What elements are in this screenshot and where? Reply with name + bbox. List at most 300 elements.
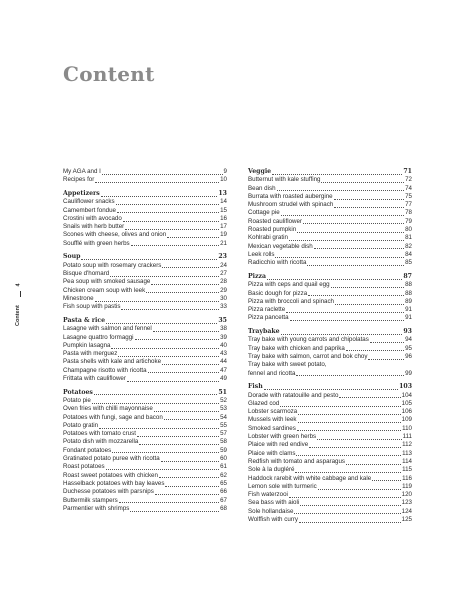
toc-entry (63, 455, 227, 463)
entry-page-number: 28 (220, 278, 227, 286)
dot-leader (370, 342, 404, 343)
toc-section (248, 168, 412, 268)
entry-title: Sole à la dugléré (248, 466, 295, 474)
dot-leader (106, 469, 219, 470)
entry-title: Tray bake with sweet potato, (248, 361, 327, 369)
entry-title: Minestrone (63, 294, 94, 302)
entry-title: Hasselback potatoes with bay leaves (63, 479, 165, 487)
toc-section (63, 253, 227, 311)
entry-page-number: 43 (220, 350, 227, 358)
entry-page-number: 124 (401, 507, 412, 515)
dot-leader (307, 265, 404, 266)
page-title: Content (63, 62, 155, 86)
entry-title: Camembert fondue (63, 206, 116, 214)
toc-left-column (63, 168, 227, 519)
toc-section (248, 383, 412, 524)
dot-leader (289, 240, 404, 241)
dot-leader (153, 331, 219, 332)
dot-leader (321, 182, 404, 183)
dot-leader (148, 372, 220, 373)
toc-entry (63, 168, 227, 176)
dot-leader (159, 477, 219, 478)
toc-entry (248, 416, 412, 424)
dot-leader (303, 223, 404, 224)
entry-title: Plaice with clams (248, 449, 296, 457)
entry-page-number: 75 (405, 192, 412, 200)
entry-title: Kohlrabi gratin (248, 234, 288, 242)
entry-page-number: 49 (220, 375, 227, 382)
toc-entry (248, 361, 412, 369)
entry-title: Roast sweet potatoes with chicken (63, 471, 158, 479)
dot-leader (296, 455, 401, 456)
toc-entry (63, 215, 227, 223)
toc-entry (248, 193, 412, 201)
entry-page-number: 113 (402, 449, 412, 457)
entry-title: Pizza with ceps and quail egg (248, 281, 330, 289)
entry-title: Parmentier with shrimps (63, 504, 130, 512)
running-head-label: Content (15, 305, 21, 326)
dot-leader (272, 174, 402, 175)
entry-page-number: 66 (220, 488, 227, 496)
toc-section-heading (63, 389, 227, 397)
entry-page-number: 105 (401, 399, 412, 407)
entry-title: Fondant potatoes (63, 446, 112, 454)
section-page-number: 71 (403, 168, 412, 175)
toc-entry (248, 290, 412, 298)
entry-title: Roast potatoes (63, 463, 105, 471)
entry-title: Oven fries with chilli mayonnaise (63, 405, 153, 413)
dot-leader (297, 430, 401, 431)
toc-entry (63, 405, 227, 413)
toc-section-heading (63, 317, 227, 325)
toc-entry (63, 350, 227, 358)
entry-page-number: 65 (220, 479, 227, 487)
toc-entry (63, 497, 227, 505)
toc-entry (248, 475, 412, 483)
dot-leader (161, 461, 219, 462)
toc-entry (63, 176, 227, 184)
dot-leader (165, 486, 219, 487)
toc-entry (248, 226, 412, 234)
entry-title: Bisque d'homard (63, 270, 110, 278)
entry-title: Lasagne quattro formaggi (63, 333, 134, 341)
dot-leader (267, 279, 402, 280)
entry-page-number: 38 (220, 325, 227, 333)
entry-title: Gratinated potato puree with ricotta (63, 455, 160, 463)
dot-leader (127, 381, 219, 382)
entry-page-number: 40 (220, 341, 227, 349)
dot-leader (99, 428, 219, 429)
section-title: Traybake (248, 328, 280, 336)
entry-title: Duchesse potatoes with parsnips (63, 488, 154, 496)
entry-title: Radicchio with ricotta (248, 259, 307, 267)
toc-entry (63, 472, 227, 480)
entry-page-number: 55 (220, 421, 227, 429)
toc-section (248, 328, 412, 378)
toc-section (63, 389, 227, 513)
entry-title: Leek rolls (248, 250, 275, 258)
entry-page-number: 17 (220, 223, 227, 231)
toc-entry (63, 414, 227, 422)
entry-page-number: 106 (401, 408, 412, 416)
entry-title: Redfish with tomato and asparagus (248, 457, 345, 465)
entry-title: Mushroom strudel with spinach (248, 201, 334, 209)
entry-page-number: 91 (405, 306, 412, 314)
dot-leader (275, 257, 404, 258)
entry-title: Mussels with leek (248, 416, 297, 424)
toc-entry (63, 430, 227, 438)
entry-title: Lasagne with salmon and fennel (63, 325, 152, 333)
toc-section-heading (248, 328, 412, 336)
dot-leader (346, 350, 404, 351)
entry-page-number: 54 (220, 413, 227, 421)
entry-page-number: 53 (220, 405, 227, 413)
entry-title: Bean dish (248, 184, 276, 192)
entry-title: Tray bake with chicken and paprika (248, 344, 345, 352)
dot-leader (335, 304, 404, 305)
toc-entry (248, 185, 412, 193)
section-title: Soup (63, 253, 81, 261)
toc-section-heading (63, 190, 227, 198)
toc-entry (248, 508, 412, 516)
dot-leader (116, 204, 220, 205)
entry-title: Pizza pancetta (248, 314, 289, 322)
dot-leader (155, 494, 219, 495)
toc-entry (248, 466, 412, 474)
entry-page-number: 89 (405, 297, 412, 305)
dot-leader (164, 419, 219, 420)
toc-right-column (248, 168, 412, 530)
entry-page-number: 84 (405, 250, 412, 258)
entry-page-number: 80 (405, 226, 412, 234)
dot-leader (81, 259, 217, 260)
dot-leader (112, 452, 219, 453)
entry-title: Sole hollandaise (248, 507, 294, 515)
toc-entry (248, 336, 412, 344)
entry-page-number: 78 (405, 209, 412, 217)
toc-entry (248, 314, 412, 322)
toc-entry (248, 458, 412, 466)
entry-page-number: 111 (402, 433, 412, 441)
dot-leader (146, 292, 219, 293)
section-page-number: 93 (403, 328, 412, 336)
page-number: 4 (15, 283, 22, 287)
entry-title: Fish soup with pastis (63, 303, 121, 311)
entry-page-number: 57 (220, 430, 227, 438)
toc-entry (248, 259, 412, 267)
entry-page-number: 104 (401, 391, 412, 399)
entry-title: Dorade with ratatouille and pesto (248, 391, 339, 399)
toc-entry (248, 441, 412, 449)
toc-section-heading (63, 253, 227, 261)
dot-leader (318, 489, 401, 490)
toc-entry (63, 480, 227, 488)
toc-entry (63, 358, 227, 366)
entry-page-number: 85 (405, 259, 412, 267)
toc-entry (248, 218, 412, 226)
entry-title: Wolffish with curry (248, 516, 298, 524)
entry-title: Lemon sole with turmeric (248, 482, 317, 490)
entry-title: Potato dish with mozzarella (63, 438, 139, 446)
dot-leader (309, 447, 401, 448)
entry-page-number: 109 (401, 416, 412, 424)
entry-title: Mexican vegetable dish (248, 242, 313, 250)
section-title: Pasta & rice (63, 316, 106, 324)
toc-entry (248, 251, 412, 259)
entry-page-number: 27 (220, 270, 227, 278)
entry-title: Chicken cream soup with leek (63, 286, 146, 294)
entry-page-number: 79 (405, 217, 412, 225)
entry-title: Frittata with cauliflower (63, 375, 126, 382)
dot-leader (101, 196, 218, 197)
dot-leader (125, 229, 219, 230)
dot-leader (110, 276, 219, 277)
dot-leader (286, 312, 404, 313)
dot-leader (137, 436, 219, 437)
dot-leader (368, 359, 404, 360)
toc-entry (63, 207, 227, 215)
toc-section (63, 190, 227, 248)
dot-leader (167, 237, 219, 238)
entry-page-number: 94 (405, 336, 412, 344)
entry-page-number: 14 (220, 198, 227, 206)
dot-leader (151, 284, 219, 285)
entry-page-number: 91 (405, 314, 412, 322)
section-title: Potatoes (63, 388, 93, 396)
toc-entry (63, 231, 227, 239)
entry-page-number: 77 (405, 201, 412, 209)
section-page-number: 35 (218, 316, 227, 324)
entry-title: Pizza with broccoli and spinach (248, 297, 334, 305)
dot-leader (121, 309, 219, 310)
entry-page-number: 119 (402, 482, 412, 490)
entry-page-number: 62 (220, 471, 227, 479)
entry-page-number: 96 (405, 353, 412, 361)
entry-title: Soufflé with green herbs (63, 239, 130, 247)
entry-page-number: 115 (402, 466, 412, 474)
entry-page-number: 30 (220, 294, 227, 302)
toc-entry (248, 209, 412, 217)
dot-leader (264, 389, 398, 390)
entry-page-number: 24 (220, 261, 227, 269)
entry-page-number: 15 (220, 206, 227, 214)
dot-leader (295, 472, 401, 473)
section-page-number: 103 (399, 383, 412, 391)
entry-page-number: 123 (401, 499, 412, 507)
entry-title: Potatoes with fungi, sage and bacon (63, 413, 163, 421)
dot-leader (339, 397, 400, 398)
entry-title: Tray bake with salmon, carrot and bok choy (248, 353, 368, 361)
entry-title: Lobster with green herbs (248, 433, 317, 441)
entry-page-number: 58 (220, 438, 227, 446)
dot-leader (119, 502, 219, 503)
entry-title: Potato soup with rosemary crackers (63, 261, 162, 269)
entry-title: Roasted cauliflower (248, 217, 302, 225)
dot-leader (118, 356, 219, 357)
entry-page-number: 21 (220, 239, 227, 247)
entry-page-number: 120 (401, 491, 412, 499)
entry-page-number: 68 (220, 504, 227, 512)
toc-entry (248, 450, 412, 458)
dot-leader (334, 199, 404, 200)
entry-page-number: 112 (402, 441, 412, 449)
toc-entry (63, 223, 227, 231)
dot-leader (334, 207, 404, 208)
section-page-number: 87 (403, 272, 412, 280)
entry-title: Potato gratin (63, 421, 99, 429)
toc-entry (63, 463, 227, 471)
entry-title: Potatoes with tomato crust (63, 430, 136, 438)
toc-entry (63, 262, 227, 270)
toc-entry (248, 243, 412, 251)
toc-entry (248, 425, 412, 433)
dot-leader (290, 320, 405, 321)
section-title: Veggie (248, 168, 272, 175)
dot-leader (281, 215, 404, 216)
entry-page-number: 33 (220, 303, 227, 311)
entry-title: Fish waterzooi (248, 491, 288, 499)
toc-entry (248, 234, 412, 242)
dot-leader (300, 505, 400, 506)
entry-title: Pumpkin lasagna (63, 341, 111, 349)
toc-entry (63, 325, 227, 333)
dot-leader (314, 248, 404, 249)
dot-leader (280, 406, 400, 407)
entry-page-number: 47 (220, 366, 227, 374)
dot-leader (294, 513, 400, 514)
toc-entry (63, 270, 227, 278)
entry-page-number: 116 (402, 474, 412, 482)
dot-leader (139, 444, 219, 445)
running-head (15, 282, 27, 326)
dot-leader (372, 480, 401, 481)
section-page-number: 51 (218, 388, 227, 396)
entry-page-number: 82 (405, 242, 412, 250)
dot-leader (299, 522, 401, 523)
entry-title: Tray bake with young carrots and chipolatas (248, 336, 369, 344)
toc-entry (63, 375, 227, 383)
entry-page-number: 59 (220, 446, 227, 454)
toc-entry (248, 176, 412, 184)
toc-entry (248, 281, 412, 289)
toc-entry (248, 491, 412, 499)
entry-page-number: 39 (220, 333, 227, 341)
toc-entry (248, 392, 412, 400)
toc-entry (63, 488, 227, 496)
dot-leader (317, 439, 401, 440)
toc-section (248, 273, 412, 323)
entry-page-number: 99 (405, 369, 412, 377)
dot-leader (154, 411, 219, 412)
dot-leader (95, 182, 219, 183)
dot-leader (281, 334, 403, 335)
entry-title: Champagne risotto with ricotta (63, 366, 147, 374)
entry-title: Plaice with red endive (248, 441, 309, 449)
section-page-number: 13 (218, 189, 227, 197)
dot-leader (289, 497, 401, 498)
running-head-divider (20, 291, 21, 297)
entry-page-number: 10 (220, 176, 227, 184)
entry-title: Pea soup with smoked sausage (63, 278, 151, 286)
toc-entry (248, 306, 412, 314)
dot-leader (135, 339, 220, 340)
toc-section (63, 317, 227, 383)
dot-leader (162, 267, 219, 268)
entry-page-number: 110 (402, 424, 412, 432)
entry-page-number: 19 (220, 231, 227, 239)
entry-title: Haddock rarebit with white cabbage and kale (248, 474, 372, 482)
section-page-number: 23 (218, 253, 227, 261)
entry-page-number: 29 (220, 286, 227, 294)
entry-title: Potato pie (63, 396, 91, 404)
entry-title: Cauliflower snacks (63, 198, 115, 206)
entry-title: Crostini with avocado (63, 214, 122, 222)
toc-entry (248, 433, 412, 441)
toc-entry (248, 483, 412, 491)
entry-page-number: 9 (223, 168, 227, 175)
dot-leader (131, 245, 219, 246)
dot-leader (331, 287, 405, 288)
toc-entry (248, 516, 412, 524)
dot-leader (162, 364, 219, 365)
entry-title: My AGA and I (63, 168, 101, 175)
dot-leader (296, 375, 404, 376)
dot-leader (298, 414, 400, 415)
toc-entry (63, 447, 227, 455)
toc-entry (248, 370, 412, 378)
entry-title: Burrata with roasted aubergine (248, 192, 333, 200)
toc-entry (63, 505, 227, 513)
toc-entry (248, 353, 412, 361)
dot-leader (346, 464, 401, 465)
toc-section-heading (248, 383, 412, 391)
dot-leader (95, 301, 220, 302)
toc-entry (248, 408, 412, 416)
toc-section-heading (248, 273, 412, 281)
entry-page-number: 52 (220, 396, 227, 404)
toc-entry (248, 201, 412, 209)
entry-title: fennel and ricotta (248, 369, 296, 377)
entry-page-number: 95 (405, 344, 412, 352)
toc-entry (63, 422, 227, 430)
entry-page-number: 72 (405, 176, 412, 184)
toc-entry (63, 438, 227, 446)
entry-title: Recipes for (63, 176, 95, 184)
entry-title: Butternut with kale stuffing (248, 176, 321, 184)
entry-page-number: 44 (220, 358, 227, 366)
entry-title: Scones with cheese, olives and onion (63, 231, 167, 239)
entry-title: Lobster scarmoza (248, 408, 298, 416)
entry-page-number: 88 (405, 281, 412, 289)
entry-page-number: 88 (405, 289, 412, 297)
toc-entry (63, 342, 227, 350)
entry-page-number: 16 (220, 214, 227, 222)
entry-title: Pasta with merguez (63, 350, 118, 358)
entry-title: Sea bass with aioli (248, 499, 300, 507)
entry-title: Basic dough for pizza (248, 289, 308, 297)
toc-entry (63, 295, 227, 303)
toc-entry (248, 298, 412, 306)
section-title: Appetizers (63, 189, 100, 197)
toc-entry (63, 278, 227, 286)
entry-title: Roasted pumpkin (248, 226, 297, 234)
entry-page-number: 67 (220, 496, 227, 504)
entry-page-number: 60 (220, 455, 227, 463)
toc-entry (63, 397, 227, 405)
dot-leader (277, 190, 405, 191)
dot-leader (298, 422, 401, 423)
toc-entry (63, 303, 227, 311)
